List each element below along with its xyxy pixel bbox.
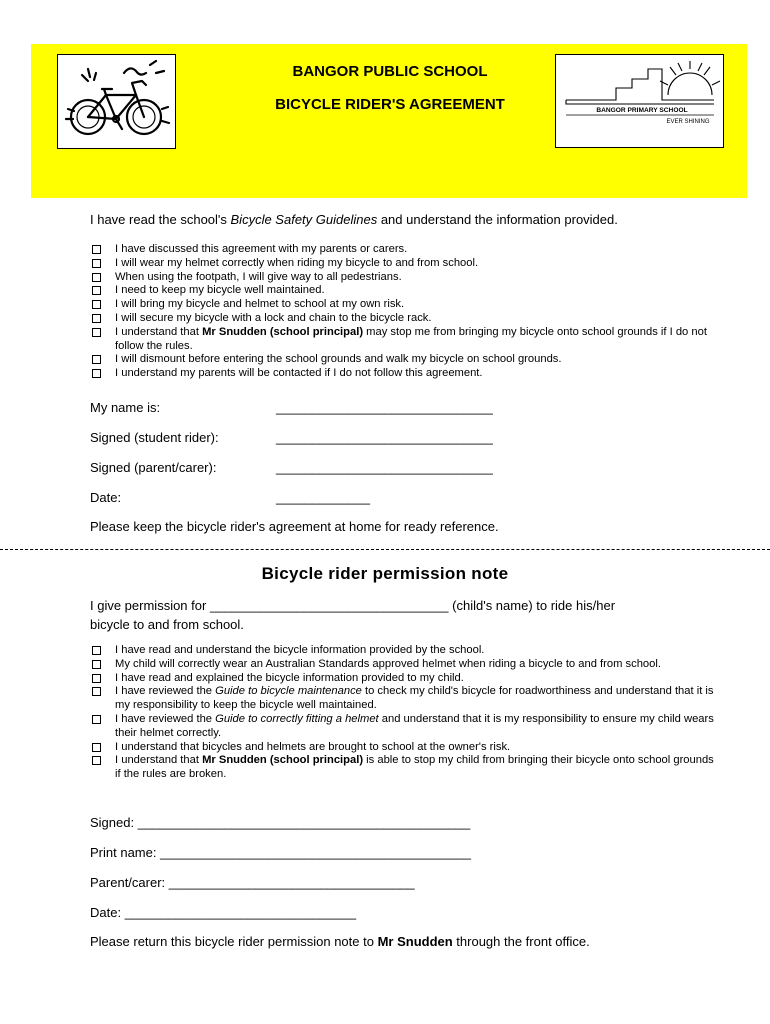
agreement-checklist	[92, 243, 732, 381]
permission-date-field[interactable]: ________________________________	[124, 905, 357, 920]
checkbox-icon[interactable]	[92, 646, 101, 655]
checkbox-icon[interactable]	[92, 328, 101, 337]
checklist-item: My child will correctly wear an Australian Standards approved helmet when riding a bicycle to and from school.	[92, 658, 714, 672]
checklist-item: I understand that bicycles and helmets are brought to school at the owner's risk.	[92, 741, 714, 755]
permission-signed-row: Signed: ______________________________________________	[90, 815, 471, 830]
logo-text: BANGOR PRIMARY SCHOOL	[596, 107, 688, 114]
checklist-item: I have read and understand the bicycle information provided by the school.	[92, 644, 714, 658]
checklist-item: I have reviewed the Guide to bicycle maintenance to check my child's bicycle for roadworthiness and understand that it is my responsibility to keep the bicycle well maintained.	[92, 685, 714, 713]
checkbox-icon[interactable]	[92, 259, 101, 268]
permission-date-row: Date: ________________________________	[90, 905, 357, 920]
checkbox-icon[interactable]	[92, 756, 101, 765]
checklist-item: I will dismount before entering the school grounds and walk my bicycle on school grounds.	[92, 353, 732, 367]
checklist-item: I need to keep my bicycle well maintained.	[92, 284, 732, 298]
student-signature-label: Signed (student rider):	[90, 430, 219, 445]
checklist-item: When using the footpath, I will give way to all pedestrians.	[92, 271, 732, 285]
checklist-item: I will wear my helmet correctly when riding my bicycle to and from school.	[92, 257, 732, 271]
permission-note-title: Bicycle rider permission note	[261, 564, 509, 583]
bicycle-illustration	[57, 54, 176, 149]
print-name-field[interactable]: ___________________________________________	[160, 845, 471, 860]
agreement-date-label: Date:	[90, 490, 122, 505]
bicycle-icon	[58, 55, 175, 148]
permission-checklist	[92, 644, 714, 782]
school-name: BANGOR PUBLIC SCHOOL	[292, 63, 488, 80]
cut-line-divider	[0, 549, 770, 550]
agreement-footer-note: Please keep the bicycle rider's agreement at home for ready reference.	[90, 519, 499, 534]
guidelines-reference: Bicycle Safety Guidelines	[230, 212, 378, 227]
permission-signature-field[interactable]: ______________________________________________	[137, 815, 471, 830]
agreement-date-field[interactable]: _____________	[276, 490, 370, 505]
checklist-item: I have read and explained the bicycle information provided to my child.	[92, 672, 714, 686]
checkbox-icon[interactable]	[92, 369, 101, 378]
checklist-item: I have discussed this agreement with my parents or carers.	[92, 243, 732, 257]
principal-name: Mr Snudden	[377, 934, 453, 949]
checklist-item: I understand my parents will be contacted if I do not follow this agreement.	[92, 367, 732, 381]
document-title: BICYCLE RIDER'S AGREEMENT	[275, 96, 505, 113]
checklist-item: I understand that Mr Snudden (school principal) is able to stop my child from bringing their bicycle onto school grounds if the rules are broken.	[92, 754, 714, 782]
my-name-label: My name is:	[90, 400, 161, 415]
parent-signature-field[interactable]: ______________________________	[276, 460, 493, 475]
my-name-field[interactable]: ______________________________	[276, 400, 493, 415]
checkbox-icon[interactable]	[92, 300, 101, 309]
agreement-intro: I have read the school's Bicycle Safety Guidelines and understand the information provided.	[90, 212, 618, 227]
checklist-item: I will secure my bicycle with a lock and chain to the bicycle rack.	[92, 312, 732, 326]
student-signature-field[interactable]: ______________________________	[276, 430, 493, 445]
permission-statement: I give permission for _________________________________ (child's name) to ride his/her bicycle to and from school.	[90, 598, 616, 632]
logo-motto: EVER SHINING	[666, 119, 710, 125]
checkbox-icon[interactable]	[92, 314, 101, 323]
parent-carer-row: Parent/carer: __________________________________	[90, 875, 415, 890]
checkbox-icon[interactable]	[92, 715, 101, 724]
print-name-row: Print name: ___________________________________________	[90, 845, 471, 860]
checkbox-icon[interactable]	[92, 674, 101, 683]
parent-carer-field[interactable]: __________________________________	[168, 875, 415, 890]
checklist-item: I understand that Mr Snudden (school principal) may stop me from bringing my bicycle onto school grounds if I do not follow the rules.	[92, 326, 732, 354]
checklist-item: I will bring my bicycle and helmet to school at my own risk.	[92, 298, 732, 312]
child-name-field[interactable]: _________________________________	[209, 598, 449, 613]
checkbox-icon[interactable]	[92, 743, 101, 752]
return-instructions: Please return this bicycle rider permission note to Mr Snudden through the front office.	[90, 934, 590, 949]
parent-signature-label: Signed (parent/carer):	[90, 460, 217, 475]
checkbox-icon[interactable]	[92, 273, 101, 282]
checkbox-icon[interactable]	[92, 687, 101, 696]
checklist-item: I have reviewed the Guide to correctly fitting a helmet and understand that it is my responsibility to ensure my child wears their helmet correctly.	[92, 713, 714, 741]
checkbox-icon[interactable]	[92, 355, 101, 364]
checkbox-icon[interactable]	[92, 286, 101, 295]
checkbox-icon[interactable]	[92, 245, 101, 254]
checkbox-icon[interactable]	[92, 660, 101, 669]
